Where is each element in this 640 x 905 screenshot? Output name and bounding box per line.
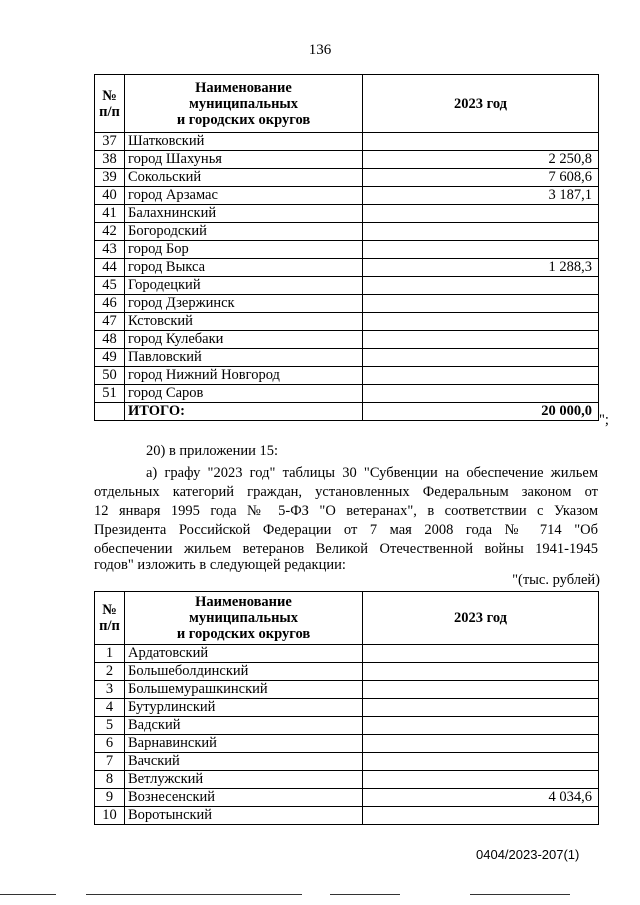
- closing-quote: ";: [599, 412, 609, 428]
- scan-artifact-line: [330, 894, 400, 895]
- table-row: [95, 241, 599, 259]
- header-value: 2023 год: [363, 592, 599, 645]
- municipality-name: город Саров: [125, 385, 363, 403]
- table-row: [95, 133, 599, 151]
- row-number: 39: [95, 169, 125, 187]
- amount-2023: 7 608,6: [363, 169, 599, 187]
- amount-2023: [363, 681, 599, 699]
- amount-2023: [363, 295, 599, 313]
- amount-2023: [363, 349, 599, 367]
- header-name: Наименование муниципальных и городских округов: [125, 75, 363, 133]
- total-value: 20 000,0: [363, 403, 599, 421]
- municipality-name: Вознесенский: [125, 789, 363, 807]
- municipality-name: Большемурашкинский: [125, 681, 363, 699]
- row-number: 42: [95, 223, 125, 241]
- table-row: [95, 717, 599, 735]
- amount-2023: [363, 699, 599, 717]
- scan-artifact-line: [470, 894, 570, 895]
- item-a-line-1: а) графу "2023 год" таблицы 30 "Субвенции на обеспечение жильем: [146, 465, 598, 481]
- row-number: 48: [95, 331, 125, 349]
- row-number: 6: [95, 735, 125, 753]
- row-number: 37: [95, 133, 125, 151]
- amount-2023: [363, 663, 599, 681]
- row-number: 3: [95, 681, 125, 699]
- table-row: [95, 277, 599, 295]
- table-row: [95, 753, 599, 771]
- table-row: [95, 645, 599, 663]
- table-row: [95, 367, 599, 385]
- amount-2023: [363, 645, 599, 663]
- row-number: 10: [95, 807, 125, 825]
- municipality-name: Вадский: [125, 717, 363, 735]
- row-number: 47: [95, 313, 125, 331]
- header-name: Наименование муниципальных и городских округов: [125, 592, 363, 645]
- table-row: [95, 151, 599, 169]
- amount-2023: [363, 133, 599, 151]
- table-row: [95, 385, 599, 403]
- table-row: [95, 169, 599, 187]
- amount-2023: [363, 277, 599, 295]
- row-number: 5: [95, 717, 125, 735]
- scan-artifact-line: [86, 894, 302, 895]
- item-a-line-4: Президента Российской Федерации от 7 мая 2008 года № 714 "Об: [94, 522, 598, 538]
- row-number: 38: [95, 151, 125, 169]
- row-number: 2: [95, 663, 125, 681]
- row-number: 44: [95, 259, 125, 277]
- row-number: 51: [95, 385, 125, 403]
- municipality-name: город Кулебаки: [125, 331, 363, 349]
- table-row: [95, 259, 599, 277]
- subsidy-table-continued: [94, 74, 599, 421]
- municipality-name: город Бор: [125, 241, 363, 259]
- table-row: [95, 187, 599, 205]
- municipality-name: город Выкса: [125, 259, 363, 277]
- municipality-name: город Шахунья: [125, 151, 363, 169]
- municipality-name: город Арзамас: [125, 187, 363, 205]
- amount-2023: [363, 367, 599, 385]
- municipality-name: Воротынский: [125, 807, 363, 825]
- total-label: ИТОГО:: [125, 403, 363, 421]
- item-a-line-3: 12 января 1995 года № 5-ФЗ "О ветеранах", в соответствии с Указом: [94, 503, 598, 519]
- municipality-name: Бутурлинский: [125, 699, 363, 717]
- row-number: 8: [95, 771, 125, 789]
- amount-2023: 2 250,8: [363, 151, 599, 169]
- row-number: 45: [95, 277, 125, 295]
- table-row: [95, 295, 599, 313]
- item-a-line-5: обеспечении жильем ветеранов Великой Отечественной войны 1941-1945: [94, 541, 598, 557]
- amount-2023: 1 288,3: [363, 259, 599, 277]
- row-number: 4: [95, 699, 125, 717]
- municipality-name: Городецкий: [125, 277, 363, 295]
- table-row: [95, 663, 599, 681]
- header-num: № п/п: [95, 75, 125, 133]
- municipality-name: город Нижний Новгород: [125, 367, 363, 385]
- amount-2023: [363, 205, 599, 223]
- amount-2023: [363, 735, 599, 753]
- amount-2023: [363, 241, 599, 259]
- row-number: 41: [95, 205, 125, 223]
- document-code: 0404/2023-207(1): [476, 847, 580, 862]
- row-number: 49: [95, 349, 125, 367]
- item-20-heading: 20) в приложении 15:: [146, 443, 279, 459]
- table-row: [95, 681, 599, 699]
- amount-2023: [363, 385, 599, 403]
- total-num-cell: [95, 403, 125, 421]
- amount-2023: [363, 807, 599, 825]
- row-number: 1: [95, 645, 125, 663]
- amount-2023: 4 034,6: [363, 789, 599, 807]
- veterans-housing-table: [94, 591, 599, 825]
- municipality-name: Сокольский: [125, 169, 363, 187]
- item-a-line-2: отдельных категорий граждан, установленных Федеральным законом от: [94, 484, 598, 500]
- header-num: № п/п: [95, 592, 125, 645]
- municipality-name: Павловский: [125, 349, 363, 367]
- table-row: [95, 699, 599, 717]
- municipality-name: Балахнинский: [125, 205, 363, 223]
- municipality-name: Шатковский: [125, 133, 363, 151]
- item-a-line-6: годов" изложить в следующей редакции:: [94, 557, 346, 573]
- table-row: [95, 735, 599, 753]
- header-value: 2023 год: [363, 75, 599, 133]
- table-row: [95, 331, 599, 349]
- row-number: 43: [95, 241, 125, 259]
- row-number: 50: [95, 367, 125, 385]
- table-row: [95, 313, 599, 331]
- table-row: [95, 789, 599, 807]
- municipality-name: город Дзержинск: [125, 295, 363, 313]
- amount-2023: 3 187,1: [363, 187, 599, 205]
- table-row: [95, 223, 599, 241]
- table-row: [95, 771, 599, 789]
- municipality-name: Варнавинский: [125, 735, 363, 753]
- amount-2023: [363, 753, 599, 771]
- row-number: 40: [95, 187, 125, 205]
- table-row: [95, 205, 599, 223]
- row-number: 46: [95, 295, 125, 313]
- amount-2023: [363, 223, 599, 241]
- total-row: [95, 403, 599, 421]
- table-row: [95, 349, 599, 367]
- municipality-name: Кстовский: [125, 313, 363, 331]
- row-number: 7: [95, 753, 125, 771]
- municipality-name: Ардатовский: [125, 645, 363, 663]
- amount-2023: [363, 717, 599, 735]
- municipality-name: Вачский: [125, 753, 363, 771]
- page-number: 136: [308, 42, 332, 58]
- units-label: "(тыс. рублей): [512, 572, 600, 588]
- municipality-name: Ветлужский: [125, 771, 363, 789]
- municipality-name: Богородский: [125, 223, 363, 241]
- scan-artifact-line: [0, 894, 56, 895]
- row-number: 9: [95, 789, 125, 807]
- amount-2023: [363, 313, 599, 331]
- municipality-name: Большеболдинский: [125, 663, 363, 681]
- amount-2023: [363, 771, 599, 789]
- amount-2023: [363, 331, 599, 349]
- table-row: [95, 807, 599, 825]
